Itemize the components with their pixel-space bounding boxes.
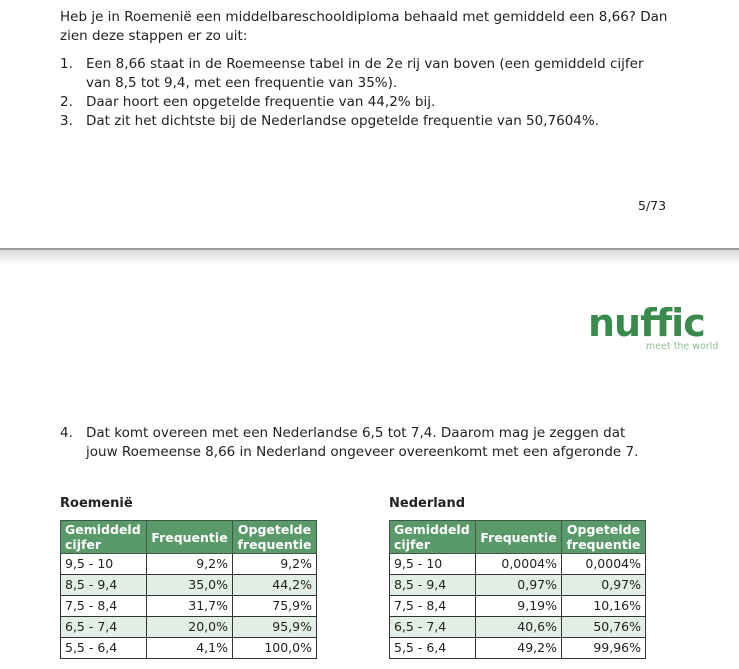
cell-frequency: 9,19% (476, 596, 562, 617)
header-cumulative: Opgetelde frequentie (562, 521, 646, 554)
cell-grade: 6,5 - 7,4 (61, 617, 147, 638)
logo-tagline: meet the world (646, 341, 719, 352)
nuffic-logo (588, 303, 728, 363)
cell-cumulative: 50,76% (562, 617, 646, 638)
table-row (390, 617, 646, 638)
cell-grade: 5,5 - 6,4 (61, 638, 147, 659)
cell-grade: 6,5 - 7,4 (390, 617, 476, 638)
cell-frequency: 0,0004% (476, 554, 562, 575)
table-row (61, 638, 317, 659)
header-cumulative: Opgetelde frequentie (233, 521, 317, 554)
table-header-row (390, 521, 646, 554)
cell-frequency: 20,0% (147, 617, 233, 638)
table-row (390, 575, 646, 596)
cell-cumulative: 0,0004% (562, 554, 646, 575)
step-4 (60, 424, 656, 462)
page-number: 5/73 (638, 198, 667, 213)
cell-frequency: 9,2% (147, 554, 233, 575)
table-row (61, 617, 317, 638)
cell-frequency: 40,6% (476, 617, 562, 638)
cell-frequency: 35,0% (147, 575, 233, 596)
cell-grade: 8,5 - 9,4 (61, 575, 147, 596)
cell-frequency: 0,97% (476, 575, 562, 596)
table-row (390, 596, 646, 617)
table-row (390, 638, 646, 659)
netherlands-title: Nederland (389, 496, 466, 511)
romania-title: Roemenië (60, 496, 133, 511)
step-text: Een 8,66 staat in de Roemeense tabel in de 2e rij van boven (een gemiddeld cijfer van 8,5 tot 9,4, met een frequentie van 35%). (86, 56, 644, 91)
cell-grade: 9,5 - 10 (61, 554, 147, 575)
cell-cumulative: 0,97% (562, 575, 646, 596)
header-frequency: Frequentie (147, 521, 233, 554)
logo-word: nuffic (588, 301, 705, 345)
step-number: 3. (60, 113, 73, 129)
cell-frequency: 4,1% (147, 638, 233, 659)
step-2 (60, 93, 656, 112)
cell-grade: 7,5 - 8,4 (61, 596, 147, 617)
cell-cumulative: 75,9% (233, 596, 317, 617)
cell-cumulative: 95,9% (233, 617, 317, 638)
cell-cumulative: 100,0% (233, 638, 317, 659)
table-header-row (61, 521, 317, 554)
cell-cumulative: 9,2% (233, 554, 317, 575)
header-grade: Gemiddeld cijfer (61, 521, 147, 554)
step-number: 2. (60, 94, 73, 110)
step-1 (60, 55, 656, 93)
cell-cumulative: 99,96% (562, 638, 646, 659)
header-grade: Gemiddeld cijfer (390, 521, 476, 554)
step-number: 1. (60, 56, 73, 72)
step-3 (60, 112, 656, 131)
cell-grade: 7,5 - 8,4 (390, 596, 476, 617)
step-text: Dat komt overeen met een Nederlandse 6,5 tot 7,4. Daarom mag je zeggen dat jouw Roemeense 8,66 in Nederland ongeveer overeenkomt met een afgeronde 7. (86, 425, 639, 460)
page-separator (0, 248, 739, 264)
cell-cumulative: 10,16% (562, 596, 646, 617)
table-row (61, 596, 317, 617)
step-text: Daar hoort een opgetelde frequentie van 44,2% bij. (86, 94, 436, 110)
intro-paragraph: Heb je in Roemenië een middelbareschooldiploma behaald met gemiddeld een 8,66? Dan zien deze stappen er zo uit: (60, 9, 668, 44)
step-text: Dat zit het dichtste bij de Nederlandse opgetelde frequentie van 50,7604%. (86, 113, 599, 129)
netherlands-table (389, 520, 646, 659)
table-row (61, 554, 317, 575)
cell-frequency: 31,7% (147, 596, 233, 617)
cell-grade: 9,5 - 10 (390, 554, 476, 575)
cell-grade: 5,5 - 6,4 (390, 638, 476, 659)
step-number: 4. (60, 425, 73, 441)
header-frequency: Frequentie (476, 521, 562, 554)
table-row (61, 575, 317, 596)
cell-grade: 8,5 - 9,4 (390, 575, 476, 596)
romania-table (60, 520, 317, 659)
table-row (390, 554, 646, 575)
cell-cumulative: 44,2% (233, 575, 317, 596)
cell-frequency: 49,2% (476, 638, 562, 659)
